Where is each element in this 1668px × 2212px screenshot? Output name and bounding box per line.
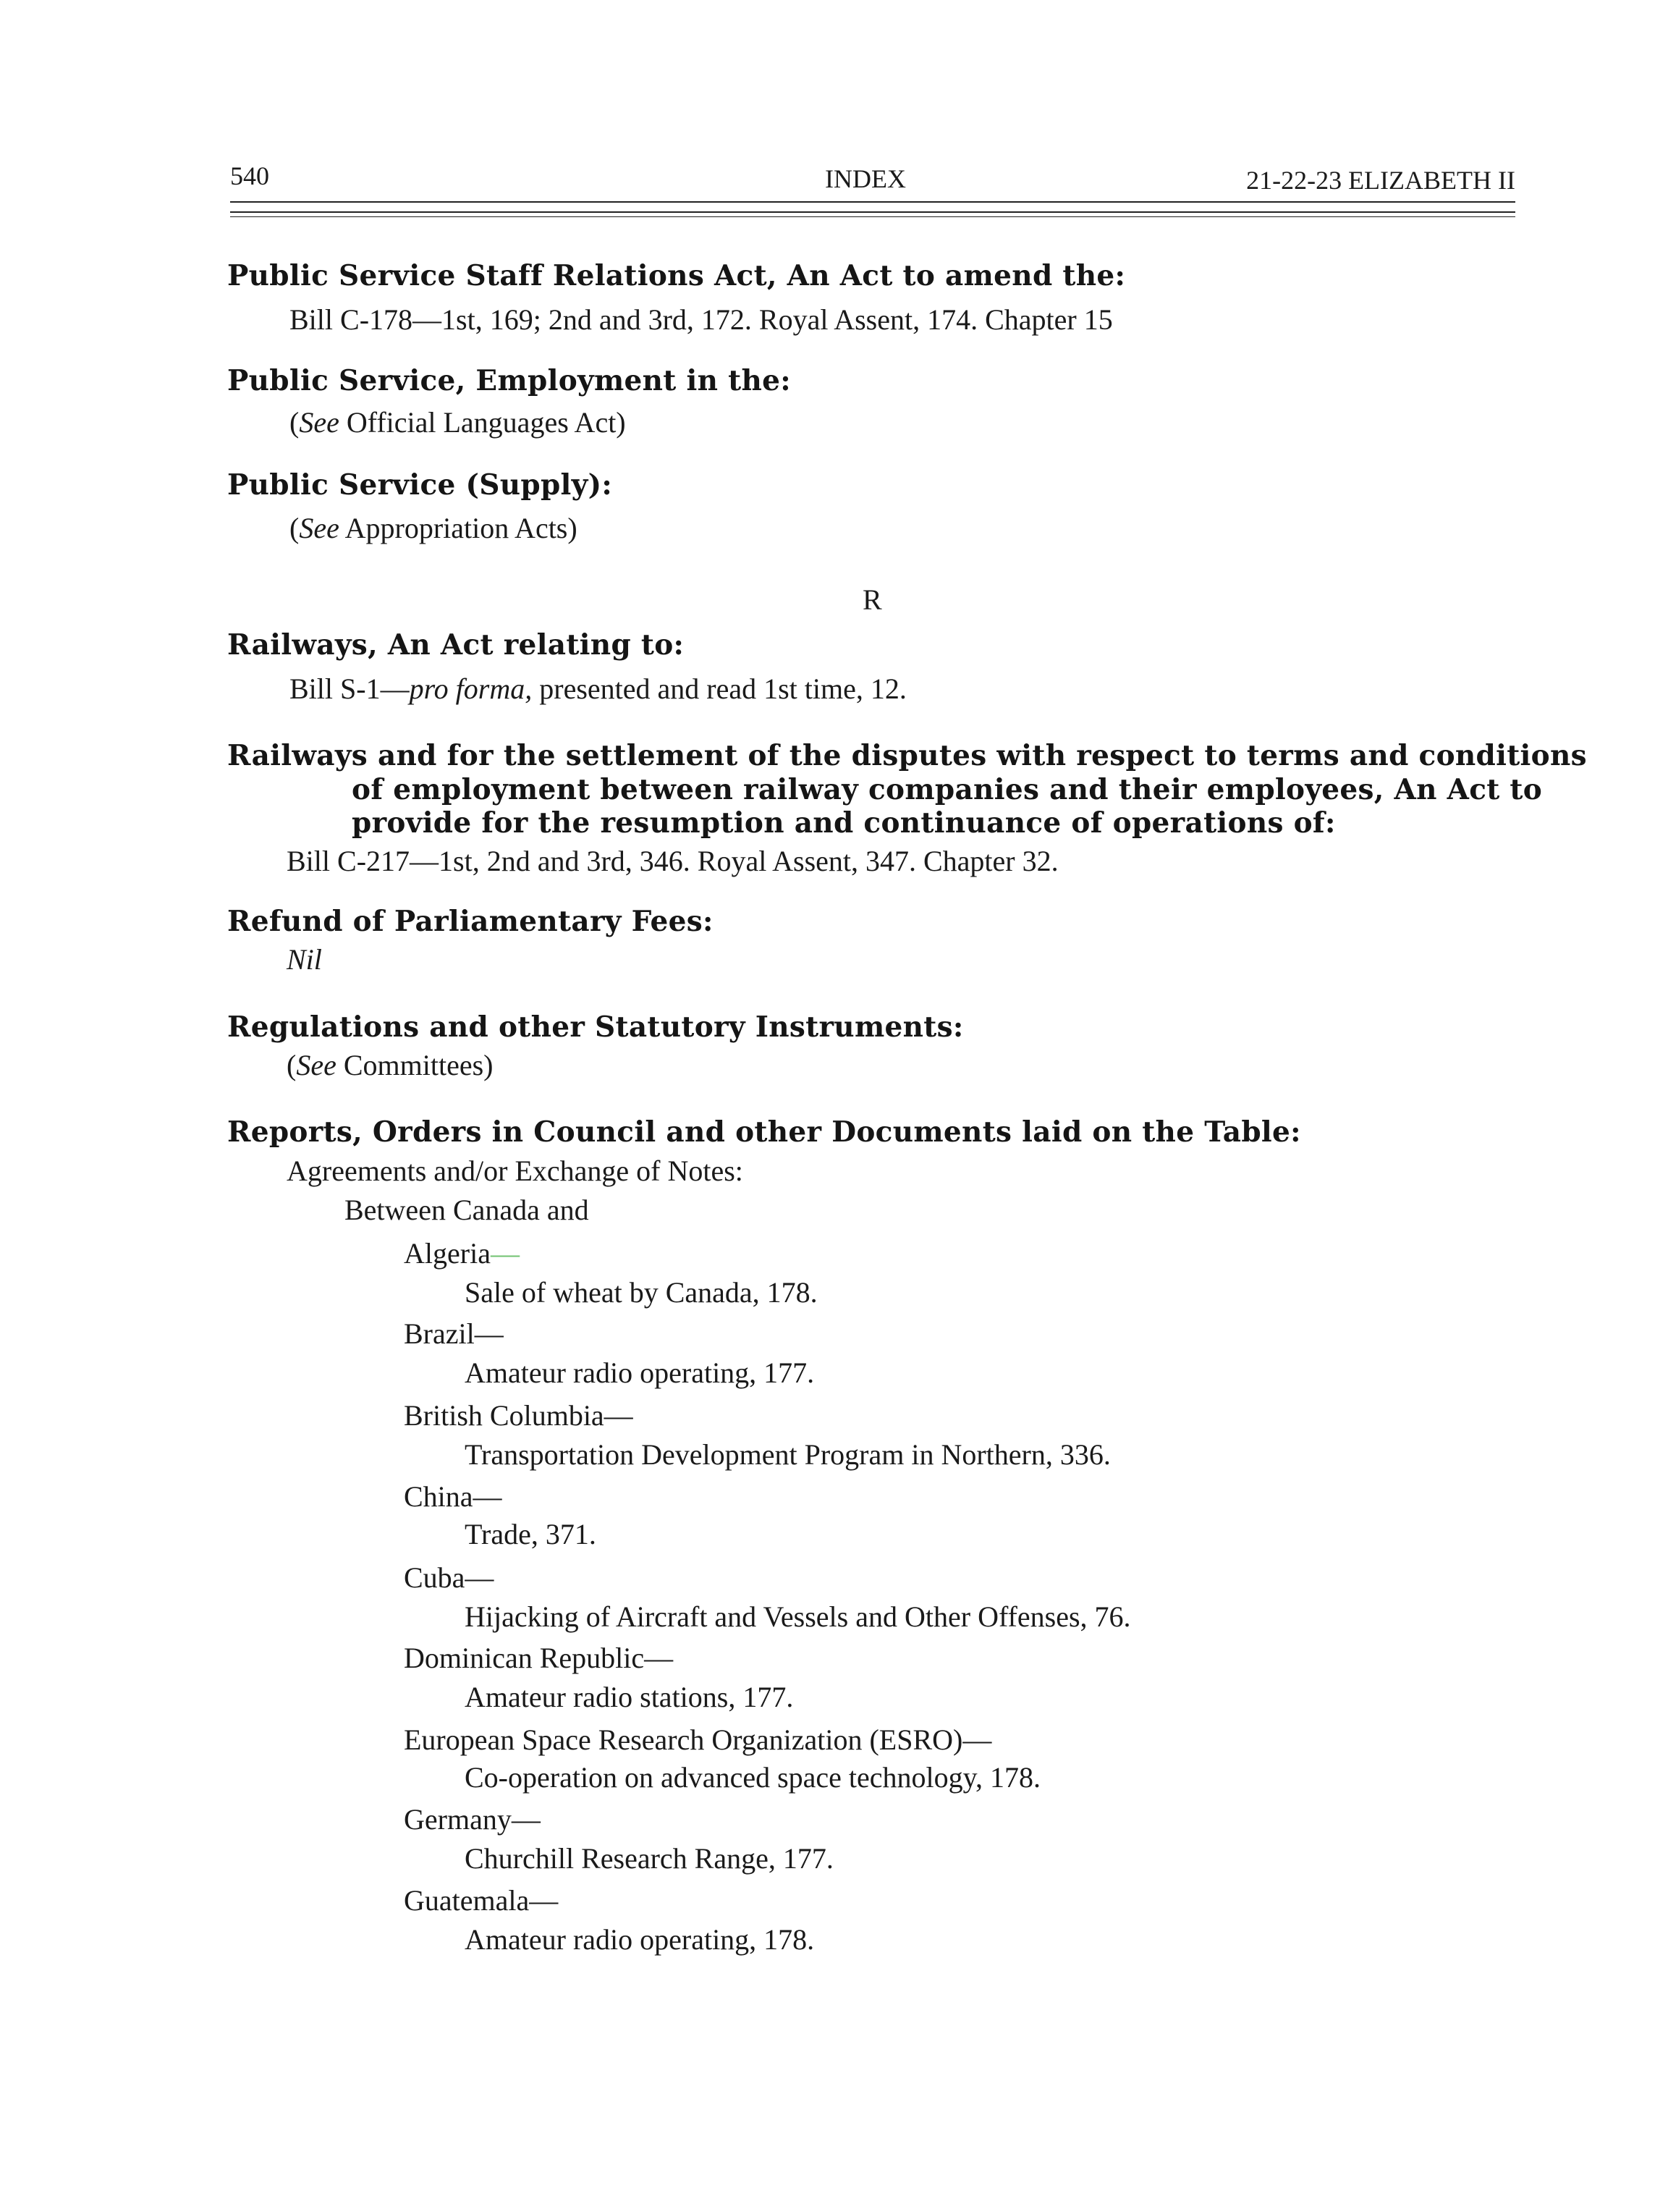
index-entry-reference xyxy=(289,672,907,706)
agreement-detail: Sale of wheat by Canada, 178. xyxy=(465,1276,818,1309)
country-label: Algeria xyxy=(404,1237,491,1270)
index-entry-heading: Railways and for the settlement of the disputes with respect to terms and conditions xyxy=(227,739,1587,772)
session-label: 21-22-23 ELIZABETH II xyxy=(1246,166,1515,195)
cross-reference-target: Committees) xyxy=(343,1049,494,1081)
country-name: European Space Research Organization (ESRO)— xyxy=(404,1723,992,1756)
see-label: See xyxy=(299,406,339,439)
index-entry-heading-continued: of employment between railway companies and their employees, An Act to xyxy=(352,773,1543,806)
agreement-detail: Transportation Development Program in Northern, 336. xyxy=(465,1438,1111,1471)
page-number: 540 xyxy=(230,161,269,190)
index-entry-cross-reference: (See Committees) xyxy=(287,1049,494,1081)
index-entry-reference xyxy=(287,942,322,976)
index-entry-heading: Public Service, Employment in the: xyxy=(227,364,791,397)
see-label: See xyxy=(296,1049,336,1081)
index-entry-heading: Railways, An Act relating to: xyxy=(227,628,685,662)
agreement-detail: Trade, 371. xyxy=(465,1518,596,1550)
country-name xyxy=(404,1236,520,1270)
index-entry-heading: Public Service Staff Relations Act, An Act to amend the: xyxy=(227,259,1126,292)
country-name: British Columbia— xyxy=(404,1399,633,1432)
index-subheading: Agreements and/or Exchange of Notes: xyxy=(287,1154,743,1187)
agreement-detail: Co-operation on advanced space technology, 178. xyxy=(465,1761,1041,1794)
agreement-detail: Hijacking of Aircraft and Vessels and Other Offenses, 76. xyxy=(465,1600,1131,1633)
italic-term: pro forma, xyxy=(409,672,533,705)
reference-detail: presented and read 1st time, 12. xyxy=(532,672,907,705)
index-entry-heading: Regulations and other Statutory Instruments: xyxy=(227,1010,964,1044)
country-name: Guatemala— xyxy=(404,1884,559,1917)
cross-reference-target: Official Languages Act) xyxy=(346,406,626,439)
index-entry-heading: Public Service (Supply): xyxy=(227,468,613,502)
agreement-detail: Amateur radio stations, 177. xyxy=(465,1681,794,1713)
country-name: Dominican Republic— xyxy=(404,1642,674,1674)
index-entry-heading: Refund of Parliamentary Fees: xyxy=(227,905,714,938)
bill-number: Bill S-1— xyxy=(289,672,410,705)
country-name: Cuba— xyxy=(404,1561,494,1594)
index-entry-cross-reference: (See Official Languages Act) xyxy=(289,406,626,439)
header-rule xyxy=(230,201,1515,203)
agreement-detail: Amateur radio operating, 178. xyxy=(465,1923,815,1956)
index-entry-reference: Bill C-178—1st, 169; 2nd and 3rd, 172. Royal Assent, 174. Chapter 15 xyxy=(289,303,1113,336)
index-subheading: Between Canada and xyxy=(344,1194,589,1226)
header-rule xyxy=(230,216,1515,217)
country-name: Germany— xyxy=(404,1803,541,1836)
cross-reference-target: Appropriation Acts) xyxy=(344,512,577,544)
country-name: China— xyxy=(404,1480,502,1513)
index-entry-heading: Reports, Orders in Council and other Documents laid on the Table: xyxy=(227,1115,1301,1149)
index-entry-reference: Bill C-217—1st, 2nd and 3rd, 346. Royal Assent, 347. Chapter 32. xyxy=(287,845,1059,877)
nil-value: Nil xyxy=(287,943,322,976)
agreement-detail: Churchill Research Range, 177. xyxy=(465,1842,834,1875)
index-entry-heading-continued: provide for the resumption and continuance of operations of: xyxy=(352,806,1336,840)
country-name: Brazil— xyxy=(404,1317,504,1350)
page-title: INDEX xyxy=(825,164,906,193)
index-entry-cross-reference: (See Appropriation Acts) xyxy=(289,512,577,544)
agreement-detail: Amateur radio operating, 177. xyxy=(465,1356,815,1389)
see-label: See xyxy=(299,512,339,544)
dash-mark: — xyxy=(490,1237,520,1270)
section-letter: R xyxy=(863,583,882,616)
running-header xyxy=(230,161,1515,197)
header-rule xyxy=(230,211,1515,213)
